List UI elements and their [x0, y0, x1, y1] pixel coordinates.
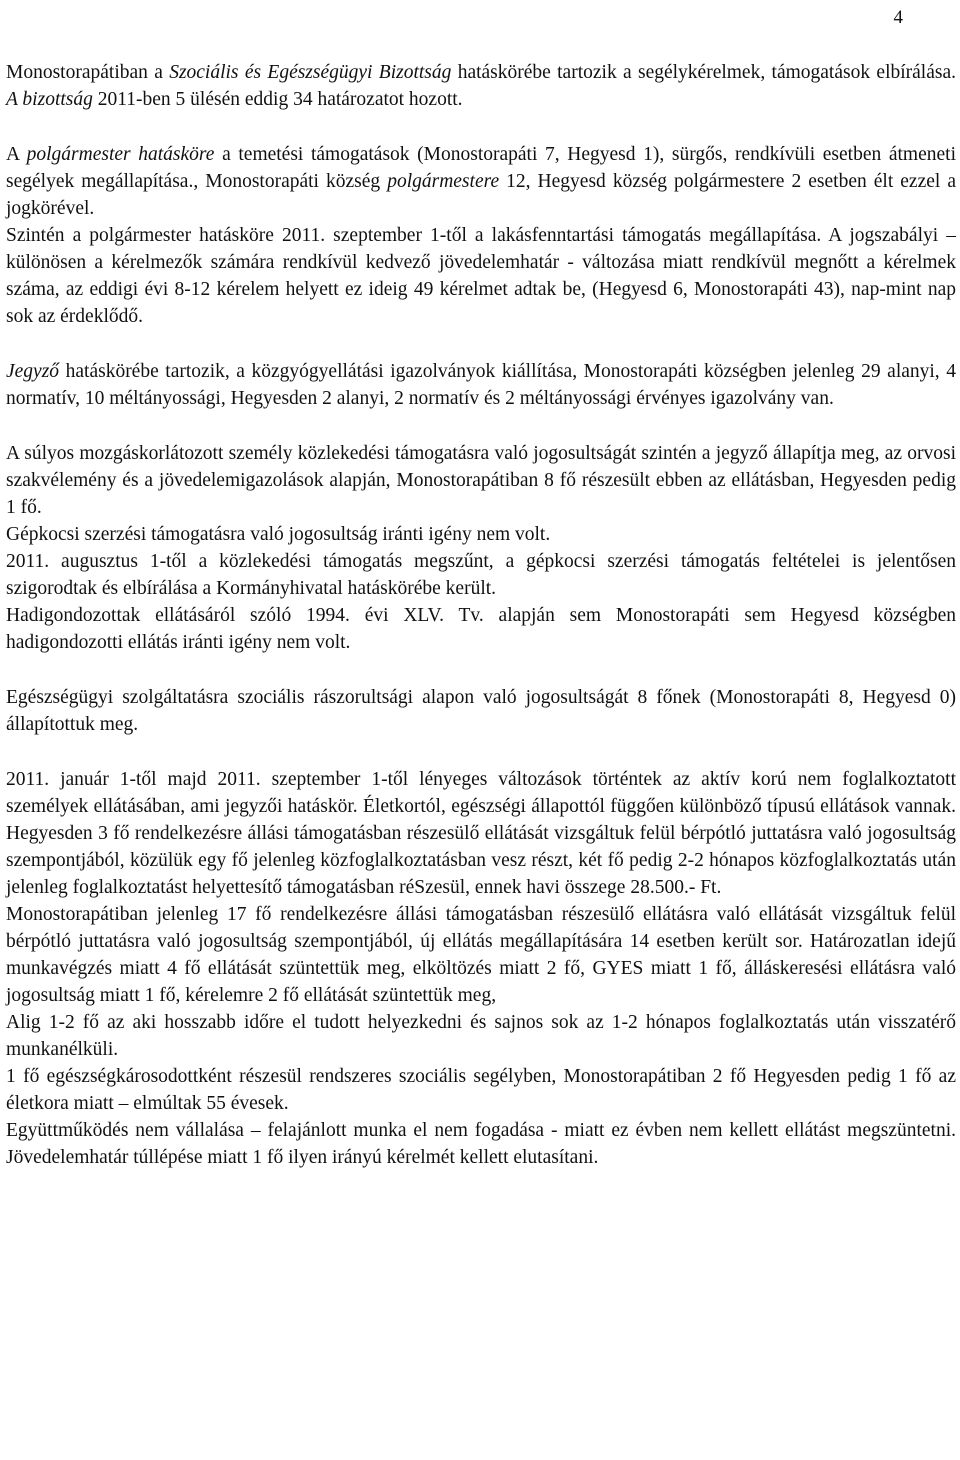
italic-mayor: polgármestere	[387, 171, 500, 192]
paragraph-war-veterans: Hadigondozottak ellátásáról szóló 1994. évi XLV. Tv. alapján sem Monostorapáti sem Hegyesd községben hadigondozotti ellátás iránti igény nem volt.	[6, 605, 956, 653]
paragraph-health-services: Egészségügyi szolgáltatásra szociális rászorultsági alapon való jogosultságát 8 főnek (Monostorapáti 8, Hegyesd 0) állapítottuk meg.	[6, 687, 956, 735]
paragraph-social-aid: 1 fő egészségkárosodottként részesül rendszeres szociális segélyben, Monostorapátiban 2 fő Hegyesden pedig 1 fő az életkora miatt – elmúltak 55 évesek.	[6, 1066, 956, 1114]
paragraph-mobility-support: A súlyos mozgáskorlátozott személy közlekedési támogatásra való jogosultságát szintén a jegyző állapítja meg, az orvosi szakvélemény és a jövedelemigazolások alapján, Monostorapátiban 8 fő részesült ebben az ellátásban, Hegyesden pedig 1 fő.	[6, 443, 956, 518]
paragraph-housing-support: Szintén a polgármester hatásköre 2011. szeptember 1-től a lakásfenntartási támogatás megállapítása. A jogszabályi – különösen a kérelmezők számára rendkívül kedvező jövedelemhatár - változása miatt rendkívül megnőtt a kérelmek száma, az eddigi évi 8-12 kérelem helyett ez ideig 49 kérelmet adtak be, (Hegyesd 6, Monostorapáti 43), nap-mint nap sok az érdeklődő.	[6, 225, 956, 327]
paragraph-car-purchase: Gépkocsi szerzési támogatásra való jogosultság iránti igény nem volt.	[6, 524, 551, 545]
italic-committee-ref: A bizottság	[6, 89, 93, 110]
paragraph-unemployed-changes: 2011. január 1-től majd 2011. szeptember 1-től lényeges változások történtek az aktív korú nem foglalkoztatott személyek ellátásában, ami jegyzői hatáskör. Életkortól, egészségi állapottól függően különböző típusú ellátások vannak. Hegyesden 3 fő rendelkezésre állási támogatásban részesülő ellátását vizsgáltuk felül bérpótló juttatásra való jogosultság szempontjából, közülük egy fő jelenleg közfoglalkoztatásban vesz részt, két fő pedig 2-2 hónapos közfoglalkoztatás után jelenleg foglalkoztatást helyettesítő támogatásban réSzesül, ennek havi összege 28.500.- Ft.	[6, 769, 956, 898]
text-run: 2011-ben 5 ülésén eddig 34 határozatot hozott.	[92, 89, 463, 110]
text-run: A	[6, 144, 27, 165]
text-run: Monostorapátiban a	[6, 62, 170, 83]
paragraph-reemployment: Alig 1-2 fő az aki hosszabb időre el tudott helyezkedni és sajnos sok az 1-2 hónapos foglalkoztatás után visszatérő munkanélküli.	[6, 1012, 956, 1060]
paragraph-committee	[6, 59, 956, 113]
text-run: 12, Hegyesd község polgármestere 2 esetben élt ezzel a jogkörével.	[6, 171, 957, 219]
italic-committee-name: Szociális és Egészségügyi Bizottság	[169, 62, 452, 83]
paragraph-notary	[6, 358, 956, 412]
text-run: hatáskörébe tartozik, a közgyógyellátási igazolványok kiállítása, Monostorapáti községben jelenleg 29 alanyi, 4 normatív, 10 méltányossági, Hegyesden 2 alanyi, 2 normatív és 2 méltányossági érvényes igazolvány van.	[6, 361, 956, 409]
italic-mayor-authority: polgármester hatásköre	[26, 144, 215, 165]
paragraph-cooperation: Együttműködés nem vállalása – felajánlott munka el nem fogadása - miatt ez évben nem kellett ellátást megszüntetni. Jövedelemhatár túllépése miatt 1 fő ilyen irányú kérelmét kellett elutasítani.	[6, 1120, 956, 1168]
text-run: hatáskörébe tartozik a segélykérelmek, támogatások elbírálása.	[451, 62, 956, 83]
paragraph-monostorapati-support: Monostorapátiban jelenleg 17 fő rendelkezésre állási támogatásban részesülő ellátásra való ellátását vizsgáltuk felül bérpótló juttatásra való jogosultság szempontjából, új ellátás megállapítására 14 esetben került sor. Határozatlan idejű munkavégzés miatt 4 fő ellátását szüntettük meg, elköltözés miatt 2 fő, GYES miatt 1 fő, álláskeresési ellátásra való jogosultság miatt 1 fő, kérelemre 2 fő ellátását szüntettük meg,	[6, 904, 956, 1006]
text-run: a temetési támogatások (Monostorapáti 7, Hegyesd 1), sürgős, rendkívüli esetben átmeneti segélyek megállapítása., Monostorapáti község	[6, 144, 956, 192]
paragraph-mayor	[6, 141, 956, 222]
paragraph-transport-ended: 2011. augusztus 1-től a közlekedési támogatás megszűnt, a gépkocsi szerzési támogatás feltételei is jelentősen szigorodtak és elbírálása a Kormányhivatal hatáskörébe került.	[6, 551, 956, 599]
document-body	[6, 59, 956, 1171]
italic-notary: Jegyző	[6, 361, 60, 382]
page-number: 4	[893, 7, 903, 28]
